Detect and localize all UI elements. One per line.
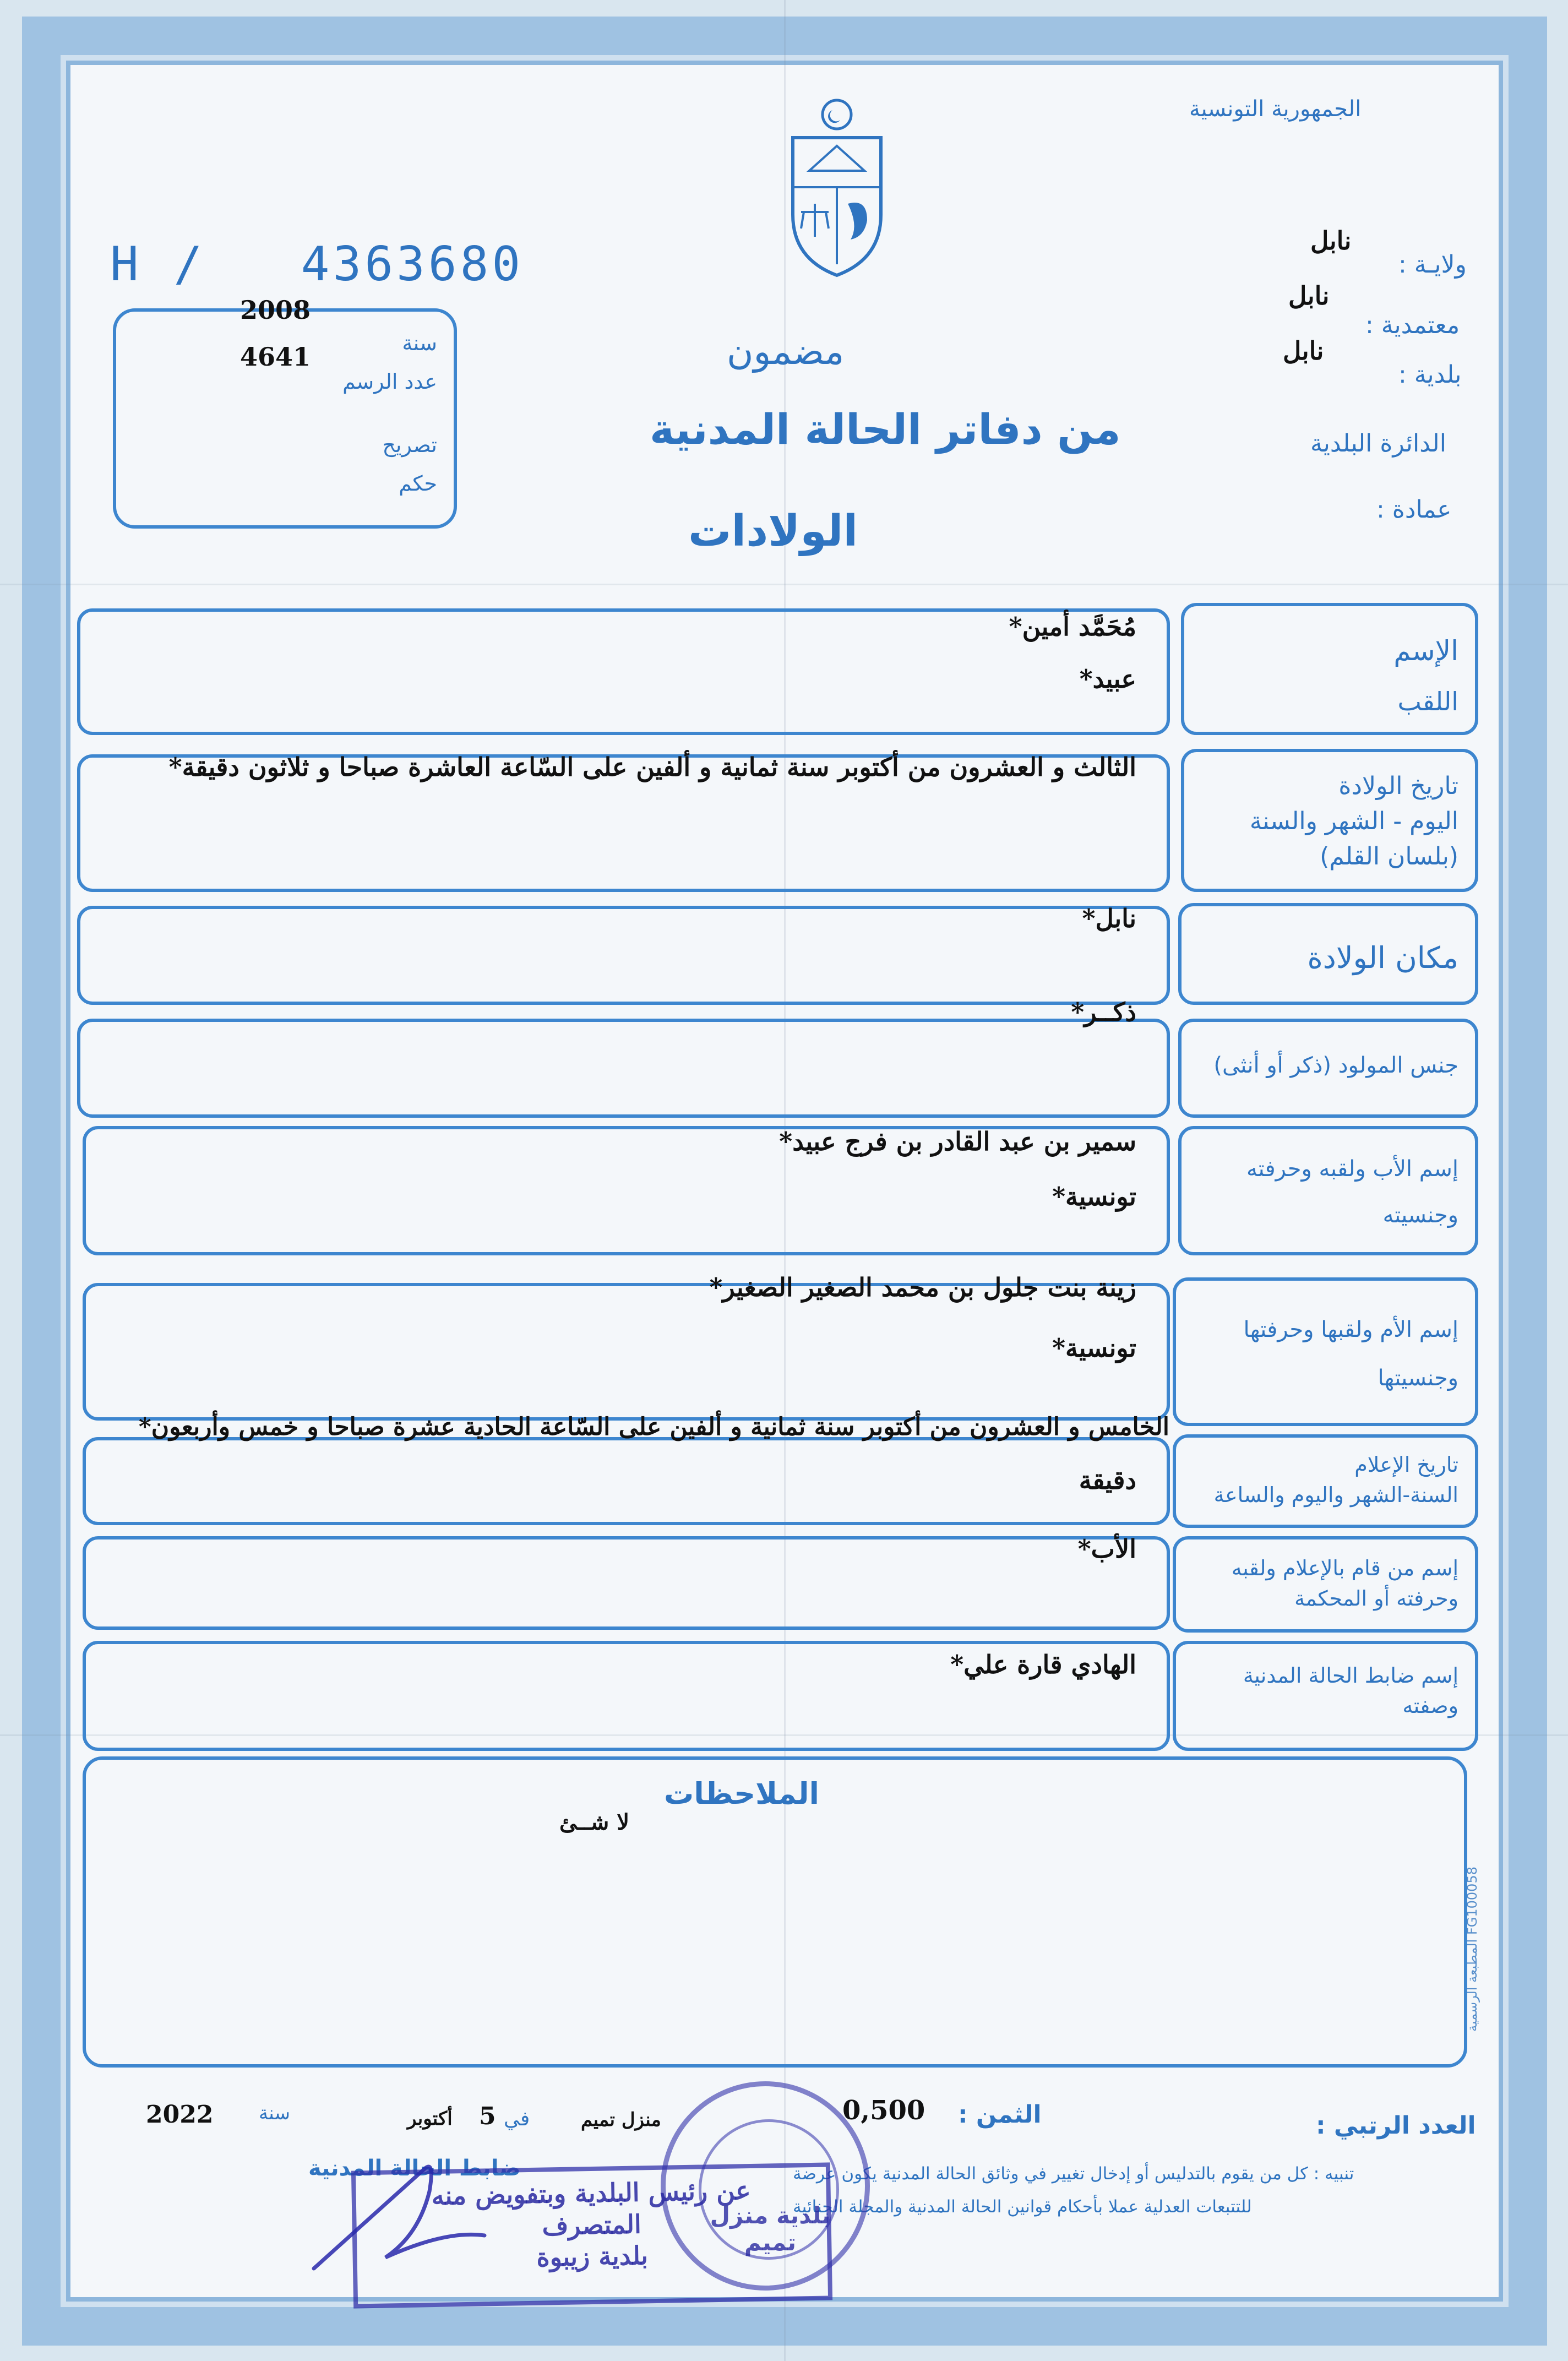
declaration-date-label: تاريخ الإعلام السنة-الشهر واليوم والساعة xyxy=(1213,1452,1458,1508)
place-value: منزل تميم xyxy=(581,2109,661,2131)
price-value: 0,500 xyxy=(842,2095,925,2126)
birth-place-label: مكان الولادة xyxy=(1307,940,1458,975)
delegation-value: نابل xyxy=(1288,281,1330,311)
sex-value-box xyxy=(77,997,1170,1118)
father-nationality: تونسية* xyxy=(1052,1182,1136,1211)
birth-date-label: تاريخ الولادة اليوم - الشهر والسنة (بلسان القلم) xyxy=(1249,772,1458,871)
officer-label: إسم ضابط الحالة المدنية وصفته xyxy=(1243,1663,1458,1718)
judgment-label: حكم xyxy=(399,471,437,496)
signature-mark xyxy=(303,2147,501,2280)
remarks-box xyxy=(83,1756,1467,2068)
declaration-label: تصريح xyxy=(382,433,437,457)
register-number-label: عدد الرسم xyxy=(342,369,437,394)
officer-label-box xyxy=(1173,1641,1478,1751)
mother-label: إسم الأم ولقبها وحرفتها وجنسيتها xyxy=(1243,1317,1458,1391)
father-value-box xyxy=(83,1126,1170,1255)
declarant-label-box xyxy=(1173,1536,1478,1633)
father-label-box xyxy=(1178,1126,1478,1255)
day-value: 5 xyxy=(479,2102,496,2130)
sex-label: جنس المولود (ذكر أو أنثى) xyxy=(1213,1053,1458,1078)
printer-mark: المطبعة الرسمية FG100058 xyxy=(1464,1867,1480,2032)
delegation-label: معتمدية : xyxy=(1365,311,1460,339)
year-value: 2008 xyxy=(240,295,311,325)
serial-number: H / 4363680 xyxy=(110,237,524,292)
wilaya-label: ولايـة : xyxy=(1398,251,1467,279)
republic-header: الجمهورية التونسية xyxy=(1189,96,1362,122)
father-value: سمير بن عبد القادر بن فرج عبيد* xyxy=(779,1127,1136,1156)
mother-value-box xyxy=(83,1272,1170,1421)
warning-line-1: تنبيه : كل من يقوم بالتدليس أو إدخال تغيير في وثائق الحالة المدنية يكون عرضة xyxy=(793,2164,1354,2184)
warning-line-2: للتتبعات العدلية عملا بأحكام قوانين الحالة المدنية والمجلة الجنائية xyxy=(793,2197,1252,2217)
declarant-value: الأب* xyxy=(1077,1534,1136,1564)
birth-date-value-box xyxy=(77,754,1170,892)
date-prefix: في xyxy=(504,2108,530,2130)
birth-place-label-box xyxy=(1178,903,1478,1005)
declarant-value-box xyxy=(83,1536,1170,1630)
birth-place-value-box xyxy=(77,906,1170,1005)
declaration-date-label-box xyxy=(1173,1434,1478,1528)
wilaya-value: نابل xyxy=(1310,226,1352,255)
footer-year-value: 2022 xyxy=(146,2101,214,2129)
declarant-label: إسم من قام بالإعلام ولقبه وحرفته أو المحكمة xyxy=(1231,1556,1458,1611)
month-value: أكتوبر xyxy=(407,2108,453,2130)
surname-value: عبيد* xyxy=(1079,664,1136,694)
title-civil-registers: من دفاتر الحالة المدنية xyxy=(650,405,1121,454)
footer-year-label: سنة xyxy=(259,2102,290,2124)
district-label: الدائرة البلدية xyxy=(1310,429,1446,458)
remarks-value: لا شــئ xyxy=(559,1809,630,1835)
declaration-date-value-box xyxy=(83,1413,1170,1525)
round-seal-stamp: بلدية منزل تميم xyxy=(661,2081,870,2291)
municipality-value: نابل xyxy=(1283,336,1324,366)
mother-nationality: تونسية* xyxy=(1052,1333,1136,1363)
register-box xyxy=(113,295,457,529)
sex-label-box xyxy=(1178,1019,1478,1118)
year-label: سنة xyxy=(402,331,437,355)
name-label: الإسم xyxy=(1393,635,1458,667)
surname-label: اللقب xyxy=(1397,687,1458,716)
name-value: مُحَمَّد أمين* xyxy=(1009,612,1136,641)
fold-line xyxy=(0,584,1568,585)
name-value-box xyxy=(77,608,1170,735)
municipality-label: بلدية : xyxy=(1398,361,1462,389)
register-number-value: 4641 xyxy=(240,342,311,372)
officer-value: الهادي قارة علي* xyxy=(950,1650,1136,1679)
municipality-stamp: عن رئيس البلدية وبتفويض منه المتصرف بلدية زيبوة xyxy=(351,2162,832,2308)
birth-date-value: الثالث و العشرون من أكتوبر سنة ثمانية و ألفين على السّاعة العاشرة صباحا و ثلاثون دقيقة* xyxy=(168,752,1136,782)
remarks-label: الملاحظات xyxy=(664,1776,820,1811)
father-label: إسم الأب ولقبه وحرفته وجنسيته xyxy=(1246,1156,1458,1228)
imada-label: عمادة : xyxy=(1376,496,1452,524)
birth-place-value: نابل* xyxy=(1082,904,1136,933)
price-label: الثمن : xyxy=(958,2101,1042,2129)
serial-label: العدد الرتبي : xyxy=(1316,2112,1476,2140)
declaration-date-value: الخامس و العشرون من أكتوبر سنة ثمانية و ألفين على السّاعة الحادية عشرة صباحا و خمس وأربعون* xyxy=(138,1413,1169,1441)
birth-date-label-box xyxy=(1181,749,1478,892)
title-births: الولادات xyxy=(688,507,858,556)
mother-value: زينة بنت جلول بن محمد الصغير الصغير* xyxy=(709,1272,1136,1302)
officer-value-box xyxy=(83,1641,1170,1751)
tunisia-coat-of-arms-icon xyxy=(771,94,903,281)
declaration-date-value-cont: دقيقة xyxy=(1079,1465,1136,1495)
officer-caption: ضابط الحالة المدنية xyxy=(308,2156,521,2181)
sex-value: ذكــر* xyxy=(1071,997,1136,1027)
name-label-box xyxy=(1181,603,1478,735)
mother-label-box xyxy=(1173,1277,1478,1426)
title-madmoun: مضمون xyxy=(727,330,845,373)
